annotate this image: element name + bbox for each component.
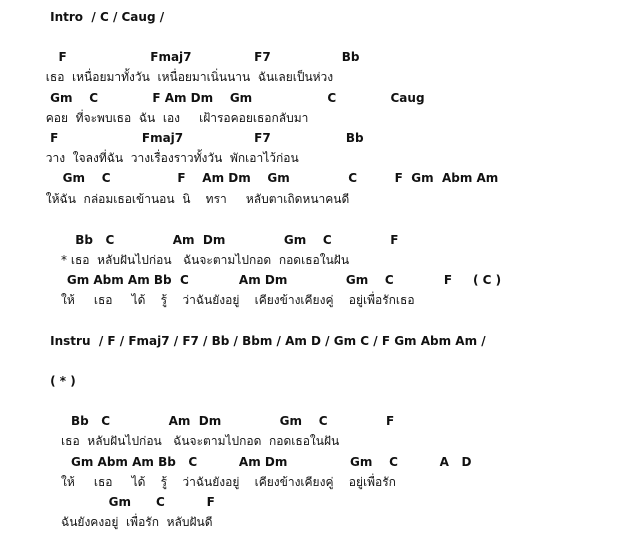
- lyric-line: วาง ใจลงที่ฉัน วางเรื่องราวทั้งวัน พักเอาไว้ก่อน: [0, 151, 299, 165]
- outro-lyric-line: ให้ เธอ ได้ รู้ ว่าฉันยังอยู่ เคียงข้างเคียงคู่ อยู่เพื่อรัก: [0, 475, 396, 489]
- outro-chord-line: Bb C Am Dm Gm C F: [0, 414, 395, 428]
- chorus-lyric-line: ให้ เธอ ได้ รู้ ว่าฉันยังอยู่ เคียงข้างเคียงคู่ อยู่เพื่อรักเธอ: [0, 293, 415, 307]
- outro-chord-line: Gm Abm Am Bb C Am Dm Gm C A D: [0, 455, 472, 469]
- chorus-lyric-line: * เธอ หลับฝันไปก่อน ฉันจะตามไปกอด กอดเธอในฝัน: [0, 253, 350, 267]
- repeat-chorus-marker: ( * ): [0, 374, 76, 388]
- chord-line: Gm C F Am Dm Gm C Caug: [0, 91, 425, 105]
- chorus-chord-line: Bb C Am Dm Gm C F: [0, 233, 399, 247]
- chord-line: F Fmaj7 F7 Bb: [0, 50, 360, 64]
- chord-line: F Fmaj7 F7 Bb: [0, 131, 364, 145]
- lyric-line: เธอ เหนื่อยมาทั้งวัน เหนื่อยมาเนิ่นนาน ฉันเลยเป็นห่วง: [0, 70, 334, 84]
- chord-line: Gm C F Am Dm Gm C F Gm Abm Am: [0, 171, 499, 185]
- instrumental-line: Instru / F / Fmaj7 / F7 / Bb / Bbm / Am D / Gm C / F Gm Abm Am /: [0, 334, 486, 348]
- outro-lyric-line: ฉันยังคงอยู่ เพื่อรัก หลับฝันดี: [0, 515, 213, 529]
- lyric-line: ให้ฉัน กล่อมเธอเข้านอน นิ ทรา หลับตาเถิดหนาคนดี: [0, 192, 350, 206]
- lyric-line: คอย ที่จะพบเธอ ฉัน เอง เฝ้ารอคอยเธอกลับมา: [0, 111, 309, 125]
- chorus-chord-line: Gm Abm Am Bb C Am Dm Gm C F ( C ): [0, 273, 502, 287]
- intro-line: Intro / C / Caug /: [0, 10, 165, 24]
- outro-chord-line: Gm C F: [0, 495, 215, 509]
- outro-lyric-line: เธอ หลับฝันไปก่อน ฉันจะตามไปกอด กอดเธอในฝัน: [0, 434, 340, 448]
